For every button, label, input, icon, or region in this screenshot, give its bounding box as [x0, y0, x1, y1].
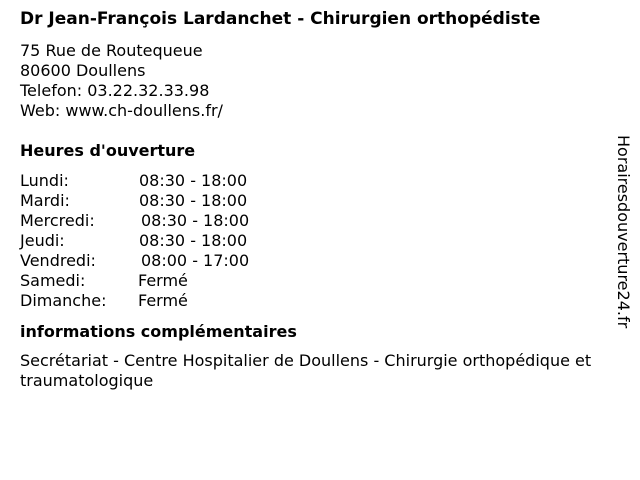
day-hours: 08:00 - 17:00: [141, 251, 250, 270]
hours-row-dimanche: [20, 291, 620, 311]
day-label: Samedi:: [20, 271, 86, 290]
address-city: 80600 Doullens: [20, 61, 146, 80]
hours-table: [20, 171, 620, 311]
address-block: [20, 41, 620, 121]
day-hours: Fermé: [138, 291, 188, 310]
watermark: Horairesdouverture24.fr: [614, 135, 633, 329]
hours-row-mercredi: [20, 211, 620, 231]
content: [20, 9, 620, 391]
day-hours: 08:30 - 18:00: [141, 211, 250, 230]
day-hours: 08:30 - 18:00: [139, 171, 248, 190]
hours-row-jeudi: [20, 231, 620, 251]
page-title: Dr Jean-François Lardanchet - Chirurgien orthopédiste: [20, 9, 541, 29]
hours-row-vendredi: [20, 251, 620, 271]
day-hours: Fermé: [138, 271, 188, 290]
day-label: Vendredi:: [20, 251, 96, 270]
address-street: 75 Rue de Routequeue: [20, 41, 203, 60]
day-label: Jeudi:: [20, 231, 65, 250]
day-label: Mardi:: [20, 191, 70, 210]
day-hours: 08:30 - 18:00: [139, 231, 248, 250]
hours-heading: Heures d'ouverture: [20, 141, 196, 160]
day-hours: 08:30 - 18:00: [139, 191, 248, 210]
hours-row-lundi: [20, 171, 620, 191]
hours-row-mardi: [20, 191, 620, 211]
phone-number: Telefon: 03.22.32.33.98: [20, 81, 210, 100]
day-label: Mercredi:: [20, 211, 95, 230]
hours-row-samedi: [20, 271, 620, 291]
website: Web: www.ch-doullens.fr/: [20, 101, 223, 120]
info-text: Secrétariat - Centre Hospitalier de Doullens - Chirurgie orthopédique et traumatologique: [20, 351, 592, 390]
info-heading: informations complémentaires: [20, 322, 297, 341]
day-label: Lundi:: [20, 171, 69, 190]
day-label: Dimanche:: [20, 291, 107, 310]
